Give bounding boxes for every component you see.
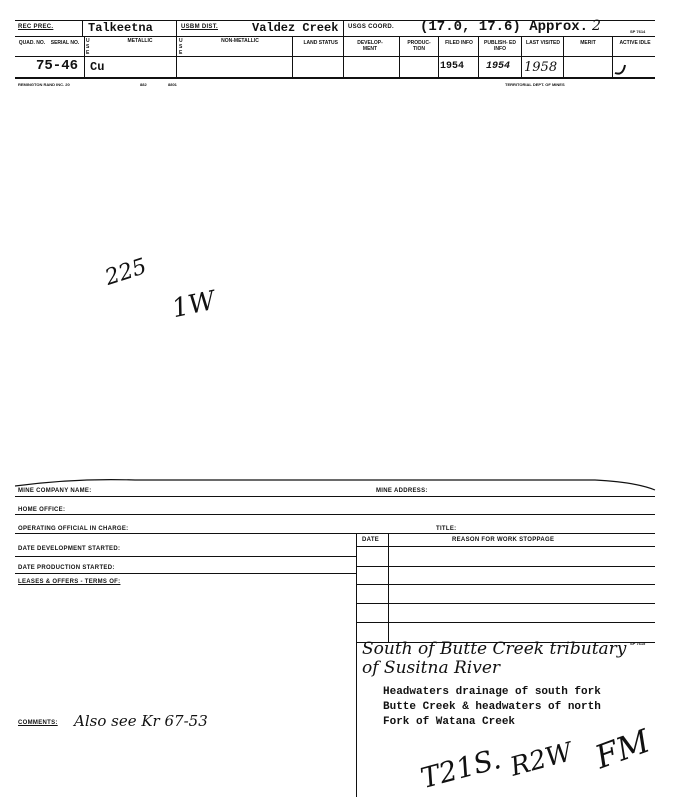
comments-label: COMMENTS: xyxy=(18,720,58,726)
vline xyxy=(563,36,564,78)
leases-label: LEASES & OFFERS - TERMS OF: xyxy=(18,579,121,585)
vline xyxy=(82,20,83,36)
vline xyxy=(292,36,293,78)
usbm-dist-value: Valdez Creek xyxy=(252,21,339,35)
active-idle-mark xyxy=(610,60,630,78)
vline xyxy=(388,533,389,643)
last-visited-header: LAST VISITED xyxy=(526,40,560,46)
vline xyxy=(356,533,357,643)
location-handwritten: South of Butte Creek tributary of Susitna River xyxy=(362,639,627,678)
location-typed-3: Fork of Watana Creek xyxy=(383,716,516,728)
hline xyxy=(15,496,655,497)
date-production-label: DATE PRODUCTION STARTED: xyxy=(18,565,115,571)
development-header: DEVELOP- MENT xyxy=(357,40,383,52)
vline xyxy=(176,20,177,78)
printer-credit: REMINGTON RAND INC. 20 xyxy=(18,82,70,87)
form-number-2: SP 7615 xyxy=(630,641,646,646)
printer-code-2: 8801 xyxy=(168,82,177,87)
department-credit: TERRITORIAL DEPT. OF MINES xyxy=(505,82,565,87)
handwritten-note-225: 225 xyxy=(102,254,150,291)
title-label: TITLE: xyxy=(436,526,457,532)
home-office-label: HOME OFFICE: xyxy=(18,507,66,513)
hline xyxy=(15,533,655,534)
location-typed-1: Headwaters drainage of south fork xyxy=(383,686,601,698)
last-visited-value: 1958 xyxy=(524,60,558,75)
filed-info-value: 1954 xyxy=(440,61,465,72)
vline xyxy=(399,36,400,78)
published-info-value: 1954 xyxy=(486,61,511,72)
usgs-coord-value: (17.0, 17.6) Approx. xyxy=(420,19,589,35)
vline xyxy=(438,36,439,78)
usgs-coord-extra: 2 xyxy=(592,18,601,34)
row-bottom-rule xyxy=(15,77,655,79)
serial-no-header: SERIAL NO. xyxy=(50,40,80,46)
production-header: PRODUC- TION xyxy=(407,40,431,52)
hline xyxy=(356,566,655,567)
metallic-header: METALLIC xyxy=(127,38,153,44)
metallic-use-code: U S E xyxy=(86,38,90,56)
mine-company-label: MINE COMPANY NAME: xyxy=(18,488,92,494)
nonmetallic-header: NON-METALLIC xyxy=(221,38,259,44)
published-info-header: PUBLISH- ED INFO xyxy=(484,40,516,52)
hline xyxy=(356,584,655,585)
hline xyxy=(15,556,356,557)
hline xyxy=(15,514,655,515)
hline xyxy=(15,573,356,574)
filed-info-header: FILED INFO xyxy=(445,40,473,46)
signature-meridian: FM xyxy=(590,721,655,777)
rec-prec-value: Talkeetna xyxy=(88,21,153,35)
hline xyxy=(356,622,655,623)
merit-header: MERIT xyxy=(580,40,596,46)
quad-no-header: QUAD. NO. xyxy=(18,40,46,46)
active-idle-header: ACTIVE IDLE xyxy=(619,40,651,46)
vline xyxy=(478,36,479,78)
hline xyxy=(356,546,655,547)
vline xyxy=(343,20,344,78)
metallic-value: Cu xyxy=(90,60,105,74)
date-development-label: DATE DEVELOPMENT STARTED: xyxy=(18,546,121,552)
quad-serial-value: 75-46 xyxy=(36,58,79,74)
location-typed-2: Butte Creek & headwaters of north xyxy=(383,701,601,713)
mine-address-label: MINE ADDRESS: xyxy=(376,488,428,494)
handwritten-note-1w: 1W xyxy=(169,285,218,325)
comments-value: Also see Kr 67-53 xyxy=(74,712,208,730)
land-status-header: LAND STATUS xyxy=(303,40,338,46)
rec-prec-label: REC PREC. xyxy=(18,24,54,30)
usbm-dist-label: USBM DIST. xyxy=(181,24,219,30)
printer-code-1: 882 xyxy=(140,82,147,87)
date-column-header: DATE xyxy=(362,537,380,543)
form-number: SP 7614 xyxy=(630,29,646,34)
lower-top-curve xyxy=(15,468,660,498)
header-rule xyxy=(15,36,655,37)
reason-column-header: REASON FOR WORK STOPPAGE xyxy=(452,537,555,543)
nonmetallic-use-code: U S E xyxy=(179,38,183,56)
usgs-coord-label: USGS COORD. xyxy=(348,24,394,30)
signature-township: T21S. xyxy=(417,742,505,795)
signature-range: R2W xyxy=(507,737,576,783)
vline xyxy=(84,36,85,78)
operating-official-label: OPERATING OFFICIAL IN CHARGE: xyxy=(18,526,129,532)
vline xyxy=(356,642,357,797)
header-bottom-rule xyxy=(15,56,655,57)
hline xyxy=(356,603,655,604)
vline xyxy=(521,36,522,78)
